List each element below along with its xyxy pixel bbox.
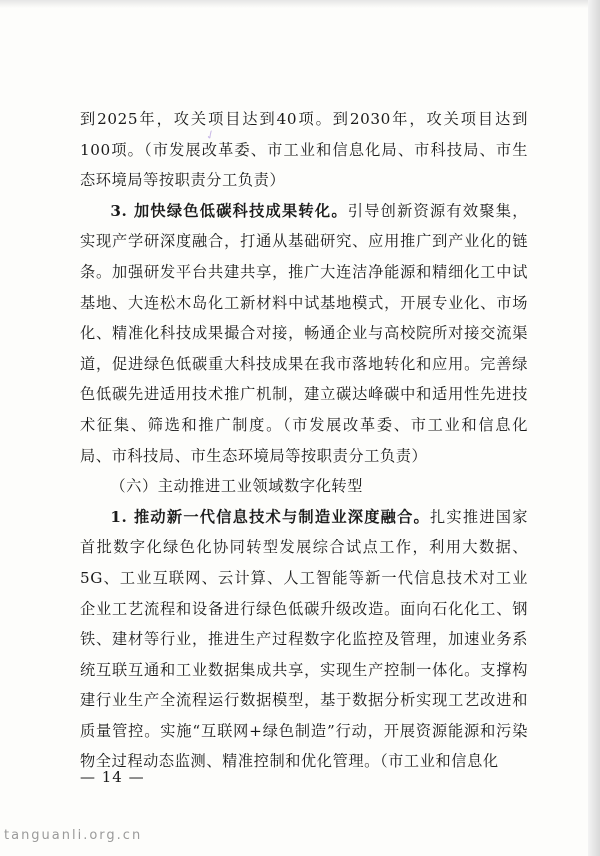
paragraph-2-lead: 3. 加快绿色低碳科技成果转化。	[110, 201, 348, 220]
paragraph-3	[80, 502, 528, 777]
paragraph-1-text: 到2025年，攻关项目达到40项。到2030年，攻关项目达到100项。（市发展改革委、市工业和信息化局、市科技局、市生态环境局等按职责分工负责）	[80, 110, 528, 190]
paragraph-2-text: 引导创新资源有效聚集，实现产学研深度融合，打通从基础研究、应用推广到产业化的链条。加强研发平台共建共享，推广大连洁净能源和精细化工中试基地、大连松木岛化工新材料中试基地模式，开展专业化、市场化、精准化科技成果撮合对接，畅通企业与高校院所对接交流渠道，促进绿色低碳重大科技成果在我市落地转化和应用。完善绿色低碳先进适用技术推广机制，建立碳达峰碳中和适用性先进技术征集、筛选和推广制度。（市发展改革委、市工业和信息化局、市科技局、市生态环境局等按职责分工负责）	[80, 201, 528, 465]
paragraph-3-lead: 1. 推动新一代信息技术与制造业深度融合。	[110, 507, 430, 526]
paragraph-3-text: 扎实推进国家首批数字化绿色化协同转型发展综合试点工作，利用大数据、5G、工业互联网、云计算、人工智能等新一代信息技术对工业企业工艺流程和设备进行绿色低碳升级改造。面向石化化工、钢铁、建材等行业，推进生产过程数字化监控及管理，加速业务系统互联互通和工业数据集成共享，实现生产控制一体化。支撑构建行业生产全流程运行数据模型，基于数据分析实现工艺改进和质量管控。实施“互联网+绿色制造”行动，开展资源能源和污染物全过程动态监测、精准控制和优化管理。（市工业和信息化	[80, 507, 528, 771]
paragraph-1	[80, 104, 528, 196]
pen-mark-icon: ✓	[202, 126, 218, 144]
document-body	[80, 104, 528, 777]
paragraph-2	[80, 196, 528, 471]
page-right-edge	[588, 0, 600, 856]
section-heading: （六）主动推进工业领域数字化转型	[110, 477, 363, 496]
page-number: — 14 —	[80, 768, 145, 786]
page-top-edge	[0, 0, 600, 8]
watermark: tanguanli.org.cn	[4, 828, 143, 843]
